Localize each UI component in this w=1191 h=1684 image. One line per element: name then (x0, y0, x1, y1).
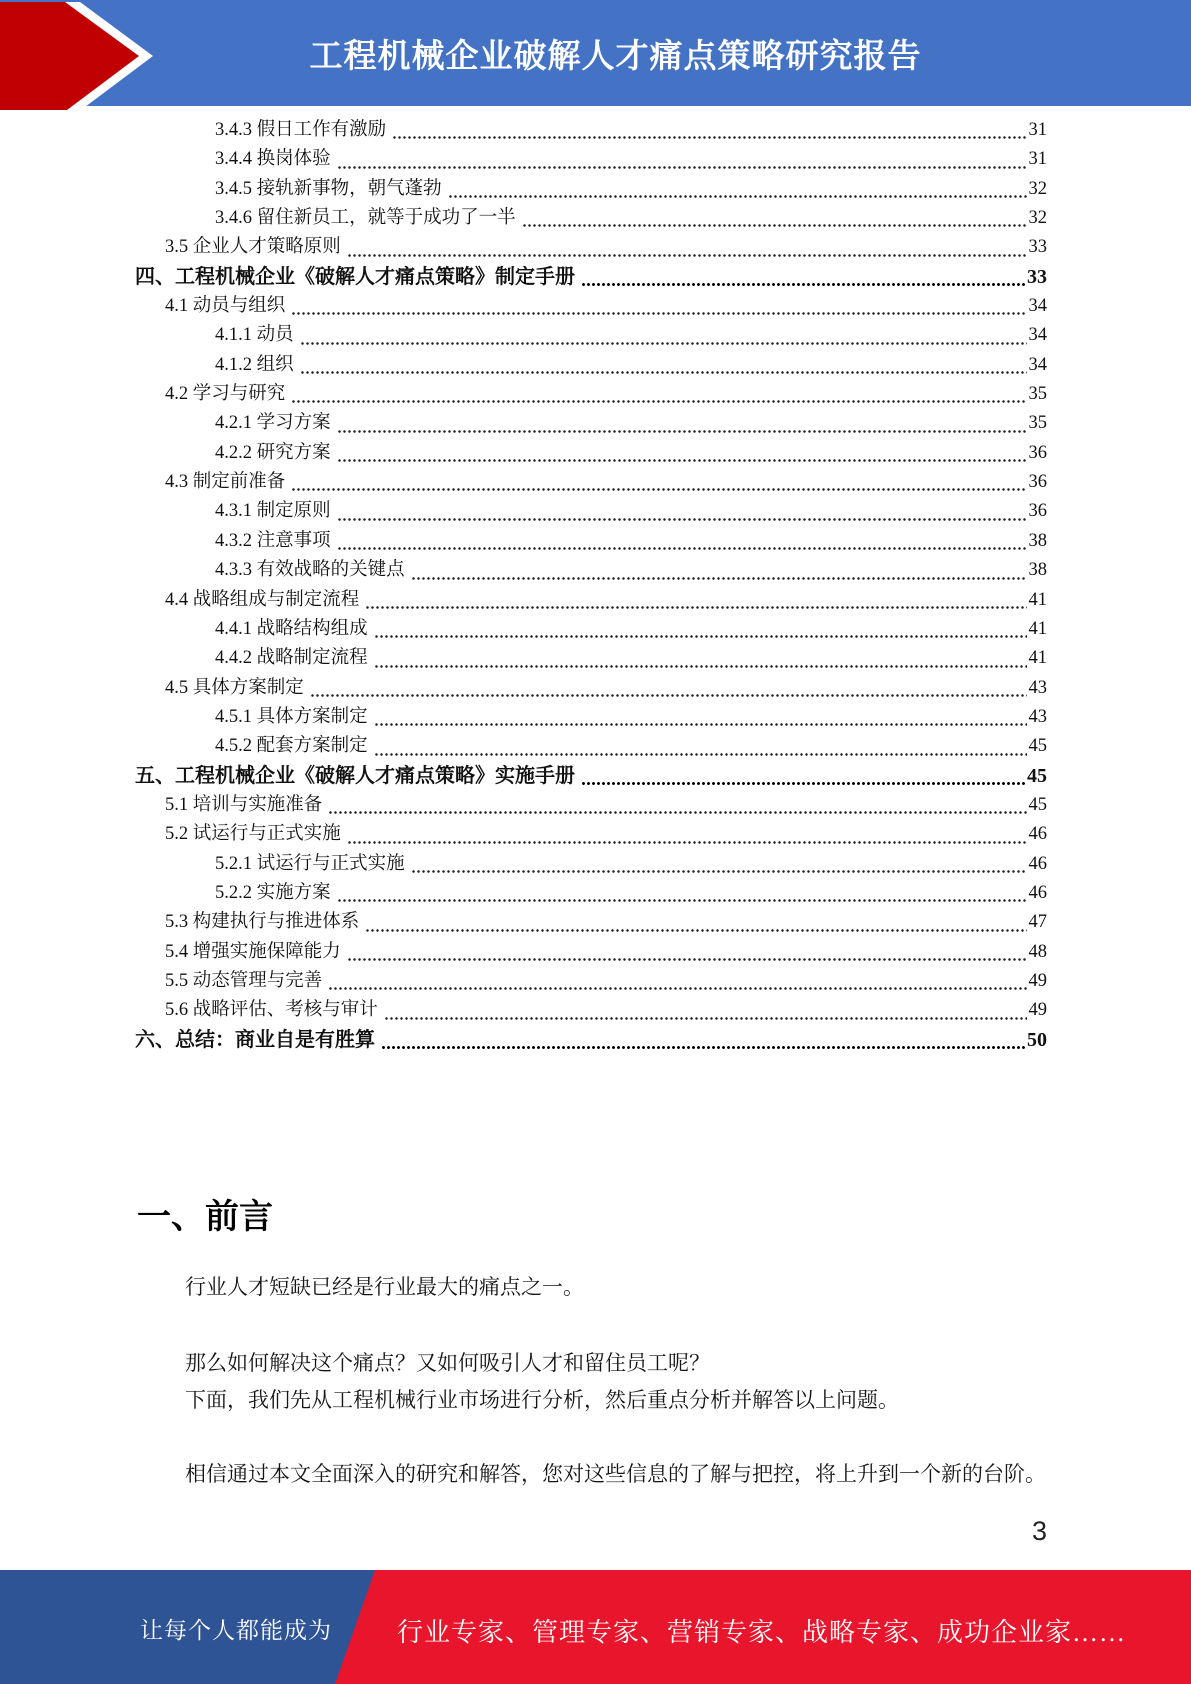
toc-entry-page-number: 49 (1028, 970, 1047, 991)
toc-dot-leader (337, 145, 1027, 174)
toc-entry-label: 5.1 培训与实施准备 (165, 794, 323, 815)
toc-dot-leader (374, 644, 1027, 673)
toc-entry-page-number: 34 (1028, 325, 1047, 346)
toc-entry[interactable] (165, 820, 1047, 849)
toc-entry-label: 4.4.1 战略结构组成 (215, 618, 368, 639)
toc-entry-page-number: 46 (1028, 853, 1047, 874)
toc-entry-page-number: 48 (1028, 941, 1047, 962)
toc-entry-page-number: 45 (1028, 736, 1047, 757)
toc-entry-label: 六、总结：商业自是有胜算 (135, 1028, 375, 1051)
page-header-band (0, 0, 1191, 106)
toc-dot-leader (411, 556, 1027, 585)
toc-entry-label: 3.4.3 假日工作有激励 (215, 120, 387, 140)
toc-entry-label: 3.5 企业人才策略原则 (165, 237, 341, 258)
toc-entry[interactable] (165, 674, 1047, 703)
toc-entry-page-number: 31 (1028, 120, 1047, 140)
page-number: 3 (1031, 1516, 1047, 1546)
toc-dot-leader (347, 820, 1027, 849)
toc-entry[interactable] (165, 791, 1047, 820)
toc-entry-label: 3.4.5 接轨新事物，朝气蓬勃 (215, 178, 442, 199)
toc-dot-leader (448, 175, 1027, 204)
toc-entry-label: 5.2.1 试运行与正式实施 (215, 853, 405, 874)
toc-entry-page-number: 34 (1028, 296, 1047, 317)
toc-entry[interactable] (215, 409, 1047, 438)
toc-entry-page-number: 49 (1028, 1000, 1047, 1021)
toc-entry-page-number: 45 (1027, 764, 1047, 787)
toc-entry-label: 4.3.1 制定原则 (215, 501, 331, 522)
toc-entry[interactable] (165, 380, 1047, 409)
toc-dot-leader (310, 674, 1027, 703)
toc-entry[interactable] (215, 556, 1047, 585)
toc-entry-page-number: 34 (1028, 354, 1047, 375)
toc-dot-leader (365, 908, 1026, 937)
toc-entry[interactable] (215, 732, 1047, 761)
toc-dot-leader (374, 732, 1027, 761)
toc-entry-page-number: 36 (1028, 472, 1047, 493)
toc-entry-page-number: 41 (1028, 618, 1047, 639)
toc-entry-page-number: 46 (1028, 882, 1047, 903)
toc-entry-page-number: 35 (1028, 384, 1047, 405)
toc-entry[interactable] (135, 762, 1047, 791)
toc-dot-leader (291, 292, 1026, 321)
toc-entry[interactable] (135, 263, 1047, 292)
toc-entry-page-number: 45 (1028, 794, 1047, 815)
toc-entry-page-number: 50 (1027, 1028, 1047, 1051)
toc-entry[interactable] (215, 175, 1047, 204)
toc-dot-leader (522, 204, 1027, 233)
toc-entry[interactable] (165, 586, 1047, 615)
page-footer-band (0, 1570, 1191, 1684)
toc-dot-leader (374, 615, 1027, 644)
toc-entry[interactable] (215, 145, 1047, 174)
toc-dot-leader (365, 586, 1026, 615)
toc-entry-page-number: 47 (1028, 912, 1047, 933)
toc-entry[interactable] (215, 615, 1047, 644)
intro-paragraph: 那么如何解决这个痛点？又如何吸引人才和留住员工呢？ (185, 1351, 710, 1375)
toc-entry-label: 4.5.1 具体方案制定 (215, 706, 368, 727)
toc-entry-page-number: 46 (1028, 824, 1047, 845)
toc-entry-page-number: 33 (1028, 237, 1047, 258)
toc-entry-label: 5.5 动态管理与完善 (165, 970, 323, 991)
toc-dot-leader (392, 116, 1026, 145)
footer-slogan-left: 让每个人都能成为 (140, 1618, 332, 1643)
toc-entry[interactable] (215, 497, 1047, 526)
toc-dot-leader (581, 263, 1025, 292)
toc-entry[interactable] (165, 908, 1047, 937)
toc-entry[interactable] (165, 967, 1047, 996)
toc-entry-label: 4.2 学习与研究 (165, 384, 286, 405)
toc-dot-leader (337, 497, 1027, 526)
toc-entry-page-number: 36 (1028, 442, 1047, 463)
toc-entry-label: 4.1.1 动员 (215, 325, 294, 346)
toc-entry-label: 5.2 试运行与正式实施 (165, 824, 341, 845)
toc-entry-label: 4.3.2 注意事项 (215, 530, 331, 551)
toc-entry[interactable] (215, 116, 1047, 145)
toc-entry-page-number: 43 (1028, 706, 1047, 727)
toc-dot-leader (384, 996, 1027, 1025)
toc-entry-label: 4.2.1 学习方案 (215, 413, 331, 434)
toc-entry-label: 3.4.6 留住新员工，就等于成功了一半 (215, 208, 516, 229)
toc-entry-label: 3.4.4 换岗体验 (215, 149, 331, 170)
toc-entry-page-number: 36 (1028, 501, 1047, 522)
toc-entry[interactable] (165, 938, 1047, 967)
toc-entry-label: 4.5 具体方案制定 (165, 677, 304, 698)
toc-entry[interactable] (165, 292, 1047, 321)
toc-dot-leader (381, 1026, 1025, 1055)
toc-entry-label: 4.2.2 研究方案 (215, 442, 331, 463)
toc-entry[interactable] (165, 233, 1047, 262)
toc-entry-page-number: 32 (1028, 178, 1047, 199)
toc-entry[interactable] (215, 850, 1047, 879)
section-heading-foreword: 一、前言 (137, 1197, 273, 1236)
toc-entry-label: 4.4 战略组成与制定流程 (165, 589, 360, 610)
toc-dot-leader (300, 351, 1027, 380)
toc-entry-page-number: 33 (1027, 265, 1047, 288)
toc-entry[interactable] (215, 527, 1047, 556)
toc-entry-page-number: 31 (1028, 149, 1047, 170)
toc-dot-leader (300, 321, 1027, 350)
toc-entry-page-number: 38 (1028, 560, 1047, 581)
toc-dot-leader (347, 938, 1027, 967)
toc-entry[interactable] (165, 468, 1047, 497)
toc-dot-leader (337, 439, 1027, 468)
toc-entry[interactable] (215, 439, 1047, 468)
toc-entry-label: 五、工程机械企业《破解人才痛点策略》实施手册 (135, 764, 575, 787)
toc-entry-page-number: 35 (1028, 413, 1047, 434)
toc-entry-label: 4.1.2 组织 (215, 354, 294, 375)
toc-entry-page-number: 32 (1028, 208, 1047, 229)
toc-dot-leader (374, 703, 1027, 732)
toc-entry[interactable] (215, 351, 1047, 380)
toc-dot-leader (328, 967, 1026, 996)
toc-dot-leader (337, 409, 1027, 438)
toc-dot-leader (337, 527, 1027, 556)
toc-entry-page-number: 41 (1028, 648, 1047, 669)
toc-dot-leader (291, 380, 1026, 409)
toc-entry-page-number: 38 (1028, 530, 1047, 551)
toc-dot-leader (337, 879, 1027, 908)
toc-dot-leader (347, 233, 1027, 262)
toc-dot-leader (328, 791, 1026, 820)
toc-entry[interactable] (215, 879, 1047, 908)
toc-entry-label: 4.1 动员与组织 (165, 296, 286, 317)
toc-dot-leader (411, 850, 1027, 879)
intro-paragraph: 行业人才短缺已经是行业最大的痛点之一。 (185, 1275, 584, 1299)
toc-entry-label: 5.3 构建执行与推进体系 (165, 912, 360, 933)
toc-entry-label: 4.3 制定前准备 (165, 472, 286, 493)
toc-list (135, 116, 1047, 1055)
toc-dot-leader (581, 762, 1025, 791)
toc-entry[interactable] (215, 644, 1047, 673)
toc-entry-page-number: 43 (1028, 677, 1047, 698)
toc-entry[interactable] (215, 204, 1047, 233)
intro-paragraph: 下面，我们先从工程机械行业市场进行分析，然后重点分析并解答以上问题。 (185, 1388, 899, 1412)
toc-entry-label: 4.3.3 有效战略的关键点 (215, 560, 405, 581)
report-title: 工程机械企业破解人才痛点策略研究报告 (309, 36, 922, 74)
toc-entry-label: 5.4 增强实施保障能力 (165, 941, 341, 962)
intro-paragraph: 相信通过本文全面深入的研究和解答，您对这些信息的了解与把控，将上升到一个新的台阶。 (185, 1462, 1046, 1486)
toc-dot-leader (291, 468, 1026, 497)
toc-entry[interactable] (135, 1026, 1047, 1055)
toc-entry-page-number: 41 (1028, 589, 1047, 610)
toc-entry[interactable] (215, 703, 1047, 732)
toc-entry[interactable] (165, 996, 1047, 1025)
toc-entry[interactable] (215, 321, 1047, 350)
toc-entry-label: 四、工程机械企业《破解人才痛点策略》制定手册 (135, 265, 575, 288)
toc-entry-label: 4.5.2 配套方案制定 (215, 736, 368, 757)
toc-entry-label: 5.2.2 实施方案 (215, 882, 331, 903)
footer-slogan-right: 行业专家、管理专家、营销专家、战略专家、成功企业家…… (397, 1618, 1127, 1647)
toc-entry-label: 4.4.2 战略制定流程 (215, 648, 368, 669)
toc-entry-label: 5.6 战略评估、考核与审计 (165, 1000, 378, 1021)
